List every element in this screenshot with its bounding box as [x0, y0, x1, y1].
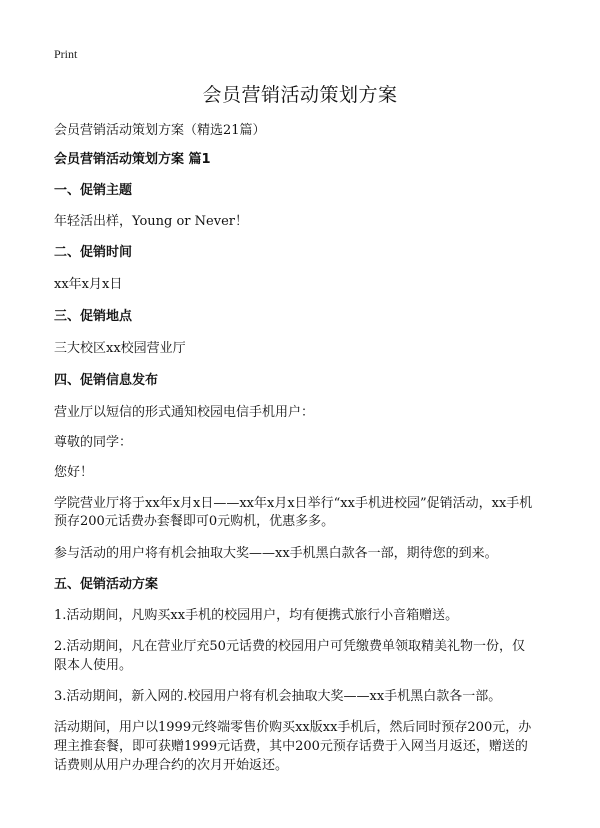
- article-title: 会员营销活动策划方案 篇1: [54, 152, 211, 167]
- section-text-theme: 年轻活出样，Young or Never！: [54, 214, 248, 229]
- section-heading-time: 二、促销时间: [54, 245, 133, 260]
- plan-item-4-line-2: 理主推套餐，即可获赠1999元话费，其中200元预存话费于入网当月返还，赠送的: [54, 739, 528, 754]
- section-heading-publish: 四、促销信息发布: [54, 373, 159, 388]
- plan-item-3: 3.活动期间，新入网的.校园用户将有机会抽取大奖——xx手机黑白款各一部。: [54, 689, 502, 704]
- plan-item-4-line-1: 活动期间，用户以1999元终端零售价购买xx版xx手机后，然后同时预存200元，办: [54, 720, 532, 735]
- section-text-time: xx年x月x日: [54, 277, 123, 292]
- subtitle: 会员营销活动策划方案（精选21篇）: [54, 123, 266, 138]
- plan-item-2-line-1: 2.活动期间，凡在营业厅充50元话费的校园用户可凭缴费单领取精美礼物一份，仅: [54, 639, 525, 654]
- page-title: 会员营销活动策划方案: [202, 84, 398, 106]
- greeting-text: 尊敬的同学：: [54, 435, 133, 450]
- section-heading-plan: 五、促销活动方案: [54, 577, 159, 592]
- publish-body-line-2: 预存200元话费办套餐即可0元购机，优惠多多。: [54, 514, 335, 529]
- section-text-place: 三大校区xx校园营业厅: [54, 341, 186, 356]
- plan-item-4-line-3: 话费则从用户办理合约的次月开始返还。: [54, 758, 289, 773]
- section-heading-place: 三、促销地点: [54, 309, 133, 324]
- print-label: Print: [54, 47, 78, 61]
- publish-body-line-1: 学院营业厅将于xx年x月x日——xx年x月x日举行“xx手机进校园”促销活动，xx手机: [54, 496, 533, 511]
- hello-text: 您好！: [54, 465, 94, 480]
- section-text-publish: 营业厅以短信的形式通知校园电信手机用户：: [54, 405, 315, 420]
- plan-item-1: 1.活动期间，凡购买xx手机的校园用户，均有便携式旅行小音箱赠送。: [54, 608, 459, 623]
- plan-item-2-line-2: 限本人使用。: [54, 658, 133, 673]
- publish-body-line-3: 参与活动的用户将有机会抽取大奖——xx手机黑白款各一部，期待您的到来。: [54, 546, 498, 561]
- section-heading-theme: 一、促销主题: [54, 183, 133, 198]
